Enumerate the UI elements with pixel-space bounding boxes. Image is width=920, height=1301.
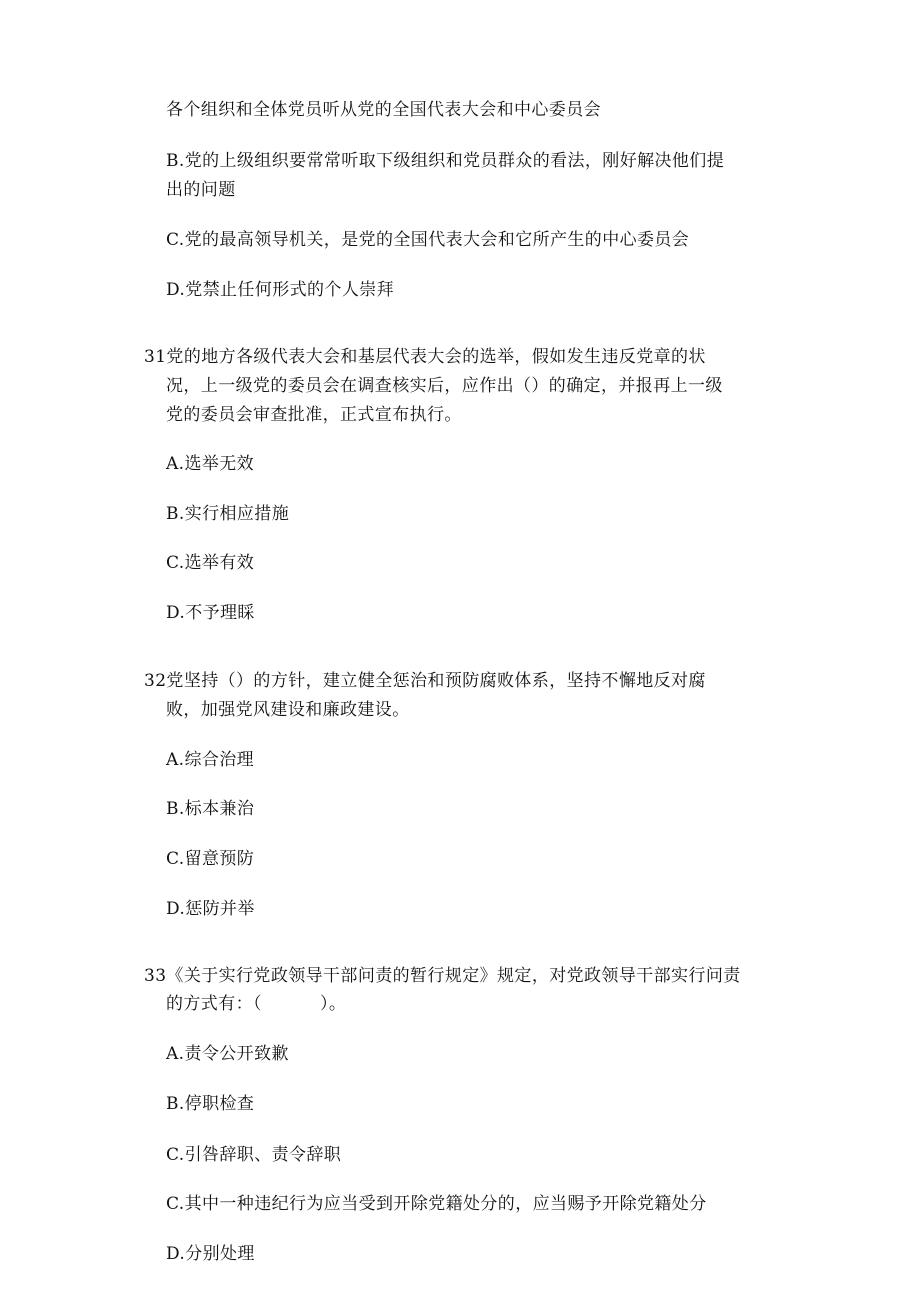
prev-option-d: D.党禁止任何形式的个人崇拜 (166, 280, 395, 300)
question-31-option-b: B.实行相应措施 (166, 504, 290, 524)
question-31-line-1: 31党的地方各级代表大会和基层代表大会的选举，假如发生违反党章的状 (144, 347, 706, 367)
question-33-option-d: D.分别处理 (166, 1244, 255, 1264)
prev-option-b: B.党的上级组织要常常听取下级组织和党员群众的看法，刚好解决他们提 (166, 151, 725, 171)
question-32-option-d: D.惩防并举 (166, 899, 255, 919)
question-32-line-1: 32党坚持（）的方针，建立健全惩治和预防腐败体系，坚持不懈地反对腐 (144, 671, 706, 691)
question-32-option-c: C.留意预防 (166, 849, 255, 869)
question-33-option-a: A.责令公开致歉 (166, 1044, 289, 1064)
prev-option-b-cont: 出的问题 (166, 180, 236, 200)
question-33-line-2: 的方式有：（ ）。 (166, 994, 347, 1014)
question-31-option-d: D.不予理睬 (166, 603, 255, 623)
question-33-option-c: C.引咎辞职、责令辞职 (166, 1145, 342, 1165)
prev-option-c: C.党的最高领导机关，是党的全国代表大会和它所产生的中心委员会 (166, 230, 690, 250)
question-31-option-a: A.选举无效 (166, 454, 255, 474)
question-31-line-3: 党的委员会审查批准，正式宣布执行。 (166, 405, 462, 425)
question-33-option-b: B.停职检查 (166, 1094, 255, 1114)
question-33-line-1: 33《关于实行党政领导干部问责的暂行规定》规定，对党政领导干部实行问责 (144, 966, 741, 986)
question-32-line-2: 败，加强党风建设和廉政建设。 (166, 700, 410, 720)
question-31-line-2: 况，上一级党的委员会在调查核实后，应作出（）的确定，并报再上一级 (166, 376, 723, 396)
question-33-option-c-extra: C.其中一种违纪行为应当受到开除党籍处分的，应当赐予开除党籍处分 (166, 1194, 707, 1214)
question-32-option-a: A.综合治理 (166, 750, 255, 770)
question-31-option-c: C.选举有效 (166, 553, 255, 573)
question-32-option-b: B.标本兼治 (166, 799, 255, 819)
continuation-text: 各个组织和全体党员听从党的全国代表大会和中心委员会 (166, 100, 601, 120)
